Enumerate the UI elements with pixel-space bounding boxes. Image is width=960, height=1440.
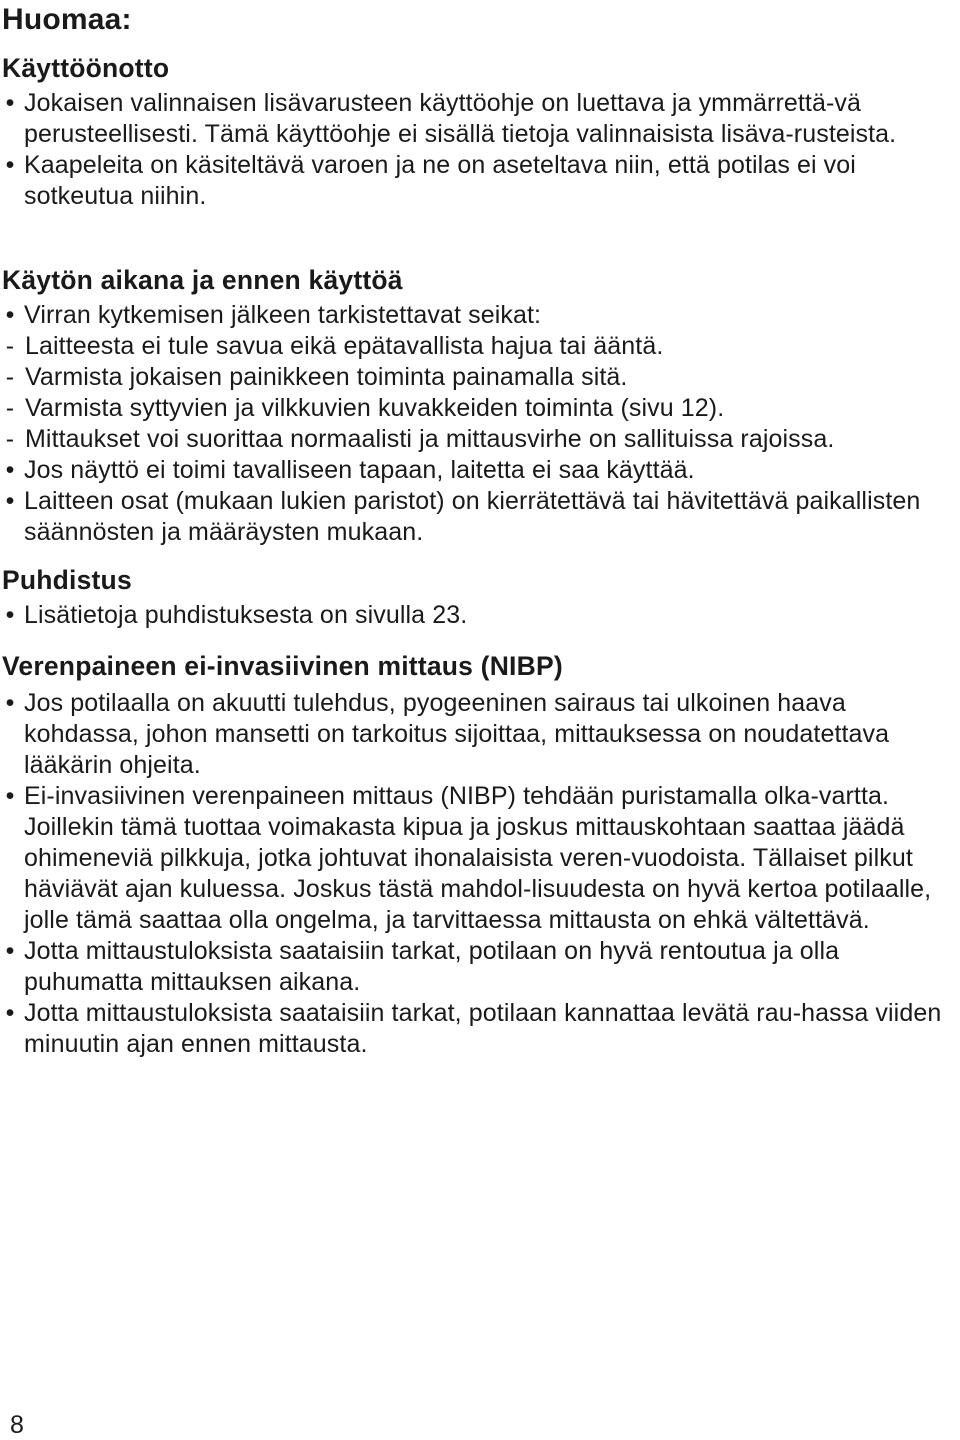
section-title: Verenpaineen ei-invasiivinen mittaus (NIBP) [2,651,563,681]
bullet-text: Jos potilaalla on akuutti tulehdus, pyogeeninen sairaus tai ulkoinen haava kohdassa, johon mansetti on tarkoitus sijoittaa, mittauksessa on noudatettava lääkärin ohjeita. [24,689,890,779]
section-title: Puhdistus [2,565,132,595]
sub-item-text: Mittaukset voi suorittaa normaalisti ja mittausvirhe on sallituissa rajoissa. [25,425,835,453]
bullet-icon: • [5,601,15,629]
bullet-item [2,936,952,998]
dash-icon: - [5,363,15,391]
bullet-icon: • [5,301,15,329]
sub-item-text: Varmista jokaisen painikkeen toiminta painamalla sitä. [25,363,628,391]
bullet-list [2,88,952,212]
bullet-item [2,600,952,631]
bullet-item [2,88,952,150]
bullet-icon: • [5,689,15,717]
section-1 [2,264,952,548]
bullet-item [2,486,952,548]
section-title: Käytön aikana ja ennen käyttöä [2,265,403,295]
dash-icon: - [5,332,15,360]
page-heading: Huomaa: [2,3,132,36]
bullet-item [2,300,952,455]
dash-icon: - [5,394,15,422]
sub-item-text: Varmista syttyvien ja vilkkuvien kuvakkeiden toiminta (sivu 12). [25,394,725,422]
bullet-list [2,688,952,1060]
bullet-text: Jokaisen valinnaisen lisävarusteen käyttöohje on luettava ja ymmärrettä-vä perusteellisesti. Tämä käyttöohje ei sisällä tietoja valinnaisista lisäva-rusteista. [24,89,897,148]
bullet-icon: • [5,999,15,1027]
sub-item [2,331,952,362]
bullet-item [2,781,952,936]
bullet-icon: • [5,782,15,810]
bullet-text: Jotta mittaustuloksista saataisiin tarkat, potilaan on hyvä rentoutua ja olla puhumatta mittauksen aikana. [24,937,840,996]
sub-item [2,393,952,424]
bullet-text: Jotta mittaustuloksista saataisiin tarkat, potilaan kannattaa levätä rau-hassa viiden minuutin ajan ennen mittausta. [24,999,942,1058]
section-2 [2,564,952,631]
dash-icon: - [5,425,15,453]
bullet-icon: • [5,151,15,179]
bullet-text: Virran kytkemisen jälkeen tarkistettavat seikat: [24,301,542,329]
bullet-icon: • [5,937,15,965]
sub-item [2,424,952,455]
bullet-list [2,600,952,631]
section-3 [2,650,952,1060]
bullet-item [2,150,952,212]
bullet-icon: • [5,89,15,117]
section-title: Käyttöönotto [2,53,170,83]
bullet-list [2,300,952,548]
sub-item-text: Laitteesta ei tule savua eikä epätavallista hajua tai ääntä. [25,332,664,360]
bullet-text: Ei-invasiivinen verenpaineen mittaus (NIBP) tehdään puristamalla olka-vartta. Joillekin tämä tuottaa voimakasta kipua ja joskus mittauskohtaan saattaa jäädä ohimeneviä pilkkuja, jotka johtuvat ihonalaisista veren-vuodoista. Tällaiset pilkut häviävät ajan kuluessa. Joskus tästä mahdol-lisuudesta on hyvä kertoa potilaalle, jolle tämä saattaa olla ongelma, ja tarvittaessa mittausta on ehkä vältettävä. [24,782,932,934]
sub-item [2,362,952,393]
sub-list [2,331,952,455]
section-0 [2,52,952,212]
bullet-icon: • [5,487,15,515]
bullet-text: Kaapeleita on käsiteltävä varoen ja ne on aseteltava niin, että potilas ei voi sotkeutua niihin. [24,151,856,210]
page-number: 8 [10,1411,24,1439]
bullet-item [2,688,952,781]
bullet-icon: • [5,456,15,484]
bullet-text: Laitteen osat (mukaan lukien paristot) on kierrätettävä tai hävitettävä paikallisten säännösten ja määräysten mukaan. [24,487,921,546]
bullet-text: Lisätietoja puhdistuksesta on sivulla 23. [24,601,468,629]
bullet-item [2,998,952,1060]
bullet-text: Jos näyttö ei toimi tavalliseen tapaan, laitetta ei saa käyttää. [24,456,695,484]
bullet-item [2,455,952,486]
